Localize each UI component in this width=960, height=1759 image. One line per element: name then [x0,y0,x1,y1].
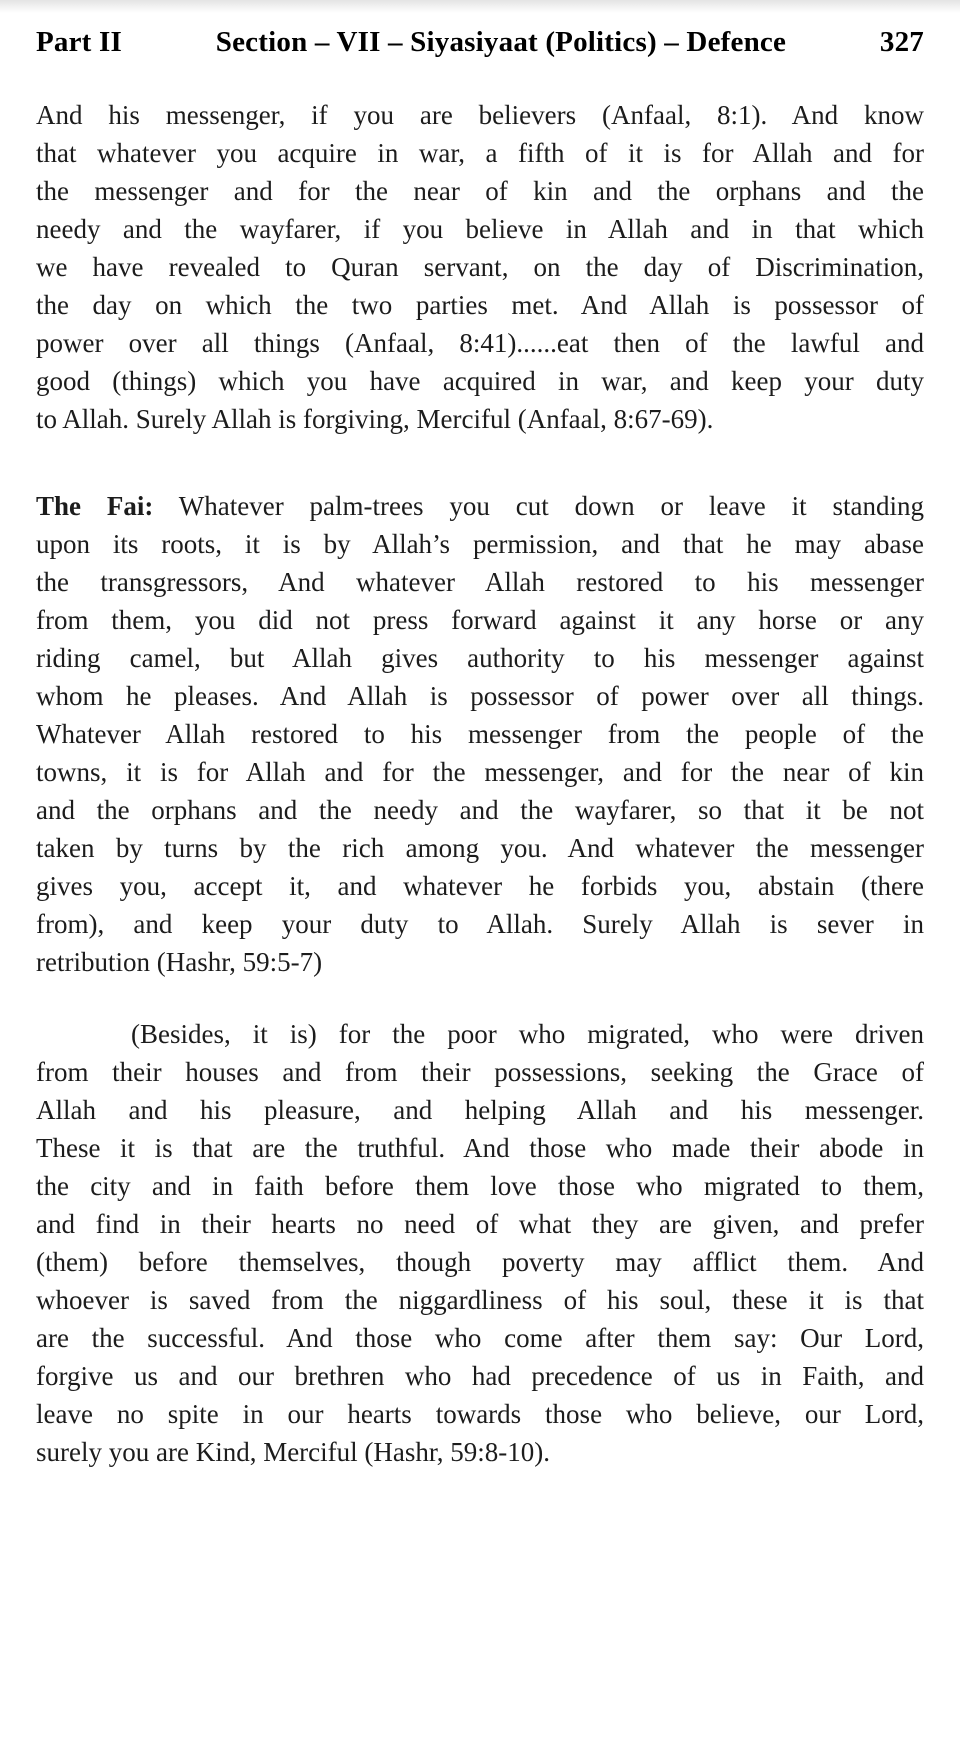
text-line: surely you are Kind, Merciful (Hashr, 59:8-10). [36,1437,551,1467]
paragraph-hashr [36,1015,924,1471]
text-line: gives you, accept it, and whatever he forbids you, abstain (there [36,871,924,901]
text-line: are the successful. And those who come after them say: Our Lord, [36,1323,924,1353]
header-page-number: 327 [879,26,924,58]
text-line: leave no spite in our hearts towards those who believe, our Lord, [36,1399,924,1429]
text-line: (Besides, it is) for the poor who migrated, who were driven [131,1019,924,1049]
text-line: the day on which the two parties met. And Allah is possessor of [36,290,924,320]
text-line: upon its roots, it is by Allah’s permission, and that he may abase [36,529,924,559]
run-in-heading: The Fai: [36,491,154,521]
text-line: (them) before themselves, though poverty may afflict them. And [36,1247,924,1277]
text-line [36,487,924,525]
text-line: towns, it is for Allah and for the messenger, and for the near of kin [36,757,924,787]
text-line: forgive us and our brethren who had precedence of us in Faith, and [36,1361,924,1391]
text-line: needy and the wayfarer, if you believe in Allah and in that which [36,214,924,244]
paragraph-the-fai [36,487,924,981]
header-part-label: Part II [36,26,122,58]
text-line: whoever is saved from the niggardliness of his soul, these it is that [36,1285,924,1315]
text-line: And his messenger, if you are believers (Anfaal, 8:1). And know [36,100,924,130]
text-line: These it is that are the truthful. And those who made their abode in [36,1133,924,1163]
text-line: and find in their hearts no need of what they are given, and prefer [36,1209,924,1239]
text-line: whom he pleases. And Allah is possessor of power over all things. [36,681,924,711]
text-line: power over all things (Anfaal, 8:41)......eat then of the lawful and [36,328,924,358]
text-line: that whatever you acquire in war, a fifth of it is for Allah and for [36,138,924,168]
text-line: the transgressors, And whatever Allah restored to his messenger [36,567,924,597]
text-line: taken by turns by the rich among you. And whatever the messenger [36,833,924,863]
text-line: to Allah. Surely Allah is forgiving, Merciful (Anfaal, 8:67-69). [36,404,714,434]
text-line: we have revealed to Quran servant, on the day of Discrimination, [36,252,924,282]
text-line: retribution (Hashr, 59:5-7) [36,947,323,977]
text-line: Allah and his pleasure, and helping Allah and his messenger. [36,1095,924,1125]
text-line: Whatever Allah restored to his messenger from the people of the [36,719,924,749]
text-line: from them, you did not press forward against it any horse or any [36,605,924,635]
page-header [36,0,924,61]
text-line: from their houses and from their possessions, seeking the Grace of [36,1057,924,1087]
paragraph-anfaal [36,96,924,438]
header-section-title: Section – VII – Siyasiyaat (Politics) – Defence [215,26,787,58]
text-line: riding camel, but Allah gives authority to his messenger against [36,643,924,673]
text-line: good (things) which you have acquired in war, and keep your duty [36,366,924,396]
text-line: from), and keep your duty to Allah. Surely Allah is sever in [36,909,924,939]
text-line: the city and in faith before them love those who migrated to them, [36,1171,924,1201]
text-line: the messenger and for the near of kin and the orphans and the [36,176,924,206]
text-line: and the orphans and the needy and the wayfarer, so that it be not [36,795,924,825]
text-run: Whatever palm-trees you cut down or leave it standing [178,491,925,521]
